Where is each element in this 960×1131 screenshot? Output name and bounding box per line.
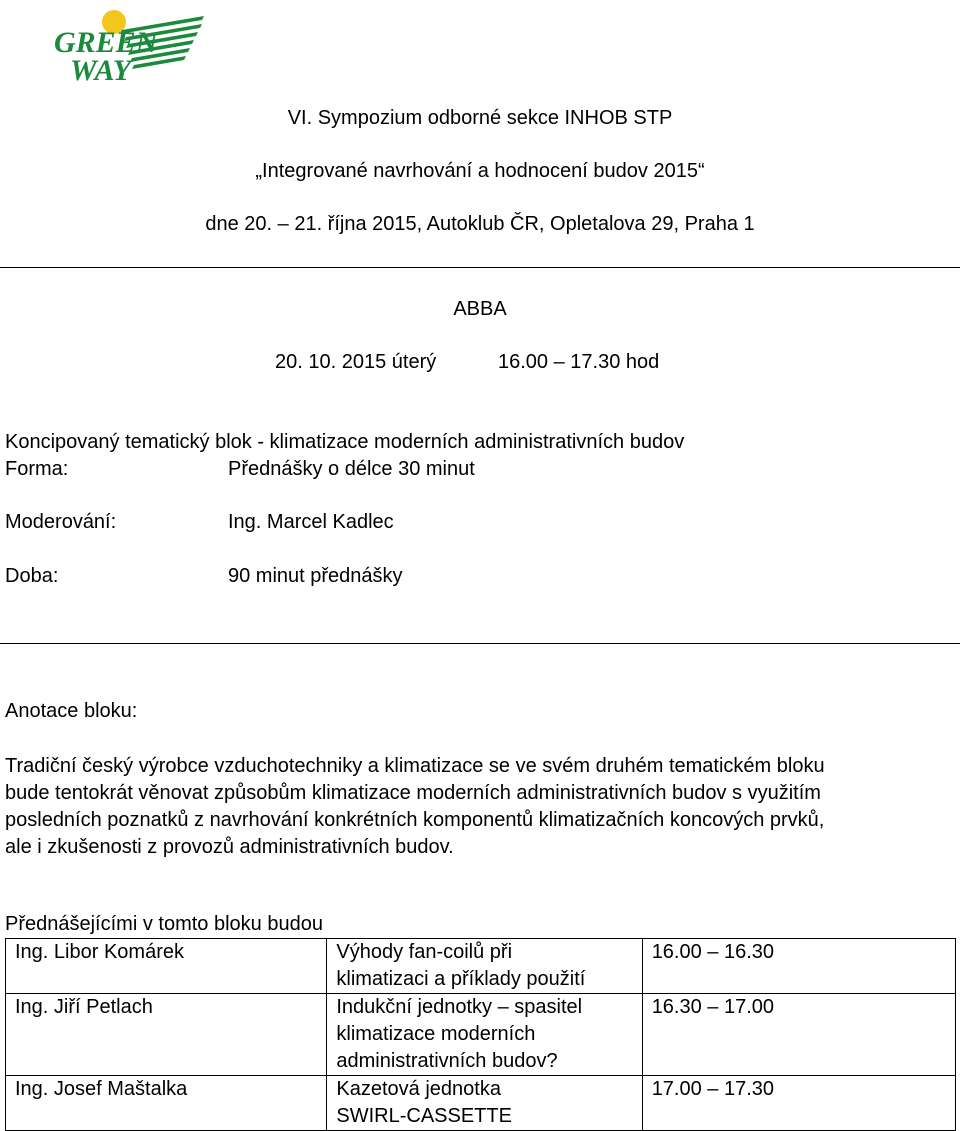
moderator-label: Moderování: [5,511,117,533]
annotation-line: ale i zkušenosti z provozů administrativních budov. [5,836,454,858]
annotation-text [5,753,957,861]
symposium-title: VI. Sympozium odborné sekce INHOB STP [287,107,673,129]
speaker-topic [327,939,642,994]
topic-line: Indukční jednotky – spasitel [336,996,583,1018]
logo-text-green: GREEN [54,26,158,59]
annotation-line: posledních poznatků z navrhování konkrétních komponentů klimatizačních koncových prvků, [5,809,825,831]
speaker-topic [327,1076,642,1131]
speakers-heading: Přednášejícími v tomto bloku budou [5,913,323,935]
annotation-line: bude tentokrát věnovat způsobům klimatizace moderních administrativních budov s využitím [5,782,821,804]
room-name: ABBA [453,298,507,320]
topic-line: Kazetová jednotka [336,1078,501,1100]
logo-text-way: WAY [70,54,132,86]
moderator-value: Ing. Marcel Kadlec [228,511,394,533]
table-row [6,1076,956,1131]
speaker-name: Ing. Libor Komárek [6,939,327,994]
speakers-table [5,938,956,1131]
speaker-topic [327,994,642,1076]
conference-date-place: dne 20. – 21. října 2015, Autoklub ČR, Opletalova 29, Praha 1 [205,213,755,235]
topic-line: Výhody fan-coilů při [336,941,513,963]
table-row [6,994,956,1076]
speaker-time: 16.30 – 17.00 [642,994,955,1076]
conference-title: „Integrované navrhování a hodnocení budov 2015“ [255,160,705,182]
topic-line: klimatizace moderních [336,1023,536,1045]
duration-value: 90 minut přednášky [228,565,403,587]
divider-top [0,267,960,268]
table-row [6,939,956,994]
topic-line: klimatizaci a příklady použití [336,968,586,990]
session-time: 16.00 – 17.30 hod [498,351,660,373]
topic-line: SWIRL-CASSETTE [336,1105,512,1127]
speaker-time: 17.00 – 17.30 [642,1076,955,1131]
session-date: 20. 10. 2015 úterý [275,351,437,373]
divider-middle [0,643,960,644]
speaker-name: Ing. Josef Maštalka [6,1076,327,1131]
green-way-logo [52,4,210,86]
speaker-time: 16.00 – 16.30 [642,939,955,994]
speaker-name: Ing. Jiří Petlach [6,994,327,1076]
topic-line: administrativních budov? [336,1050,558,1072]
annotation-heading: Anotace bloku: [5,700,138,722]
block-title: Koncipovaný tematický blok - klimatizace moderních administrativních budov [5,431,685,453]
form-value: Přednášky o délce 30 minut [228,458,475,480]
annotation-line: Tradiční český výrobce vzduchotechniky a klimatizace se ve svém druhém tematickém bloku [5,755,825,777]
form-label: Forma: [5,458,69,480]
duration-label: Doba: [5,565,59,587]
